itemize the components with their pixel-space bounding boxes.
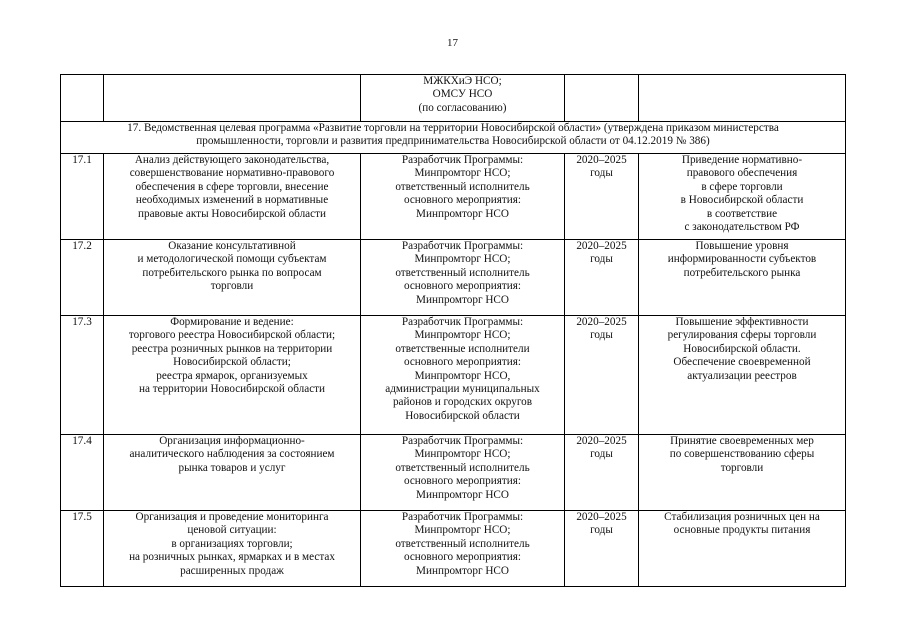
result-line: Повышение уровня bbox=[695, 240, 789, 252]
result-cell bbox=[639, 240, 846, 316]
term-line: 2020–2025 bbox=[576, 511, 627, 523]
action-line: Анализ действующего законодательства, bbox=[134, 154, 330, 166]
table-row bbox=[61, 240, 846, 316]
responsible-line: Разработчик Программы: bbox=[401, 435, 524, 447]
table-row bbox=[61, 316, 846, 435]
term-cell bbox=[565, 154, 639, 240]
responsible-line: Минпромторг НСО; bbox=[414, 524, 511, 537]
action-line: ценовой ситуации: bbox=[187, 524, 277, 537]
responsible-line: Разработчик Программы: bbox=[401, 316, 524, 328]
responsible-line: районов и городских округов bbox=[392, 396, 533, 409]
action-line: Оказание консультативной bbox=[168, 240, 296, 252]
result-cell bbox=[639, 511, 846, 587]
action-line: и методологической помощи субъектам bbox=[137, 253, 327, 266]
term-line: 2020–2025 bbox=[576, 240, 627, 252]
responsible-line: Минпромторг НСО; bbox=[414, 448, 511, 461]
action-line: обеспечения в сфере торговли, внесение bbox=[135, 180, 329, 193]
action-line: рынка товаров и услуг bbox=[178, 461, 286, 474]
num-cell: 17.4 bbox=[61, 435, 104, 511]
action-cell bbox=[104, 75, 361, 122]
action-cell bbox=[104, 511, 361, 587]
term-line: 2020–2025 bbox=[576, 316, 627, 328]
result-line: Приведение нормативно- bbox=[681, 154, 803, 166]
result-cell bbox=[639, 75, 846, 122]
term-line: годы bbox=[590, 253, 613, 266]
num-cell: 17.1 bbox=[61, 154, 104, 240]
section-header-line: промышленности, торговли и развития предпринимательства Новосибирской области от 04.12.2019 № 386) bbox=[196, 135, 710, 148]
responsible-cell bbox=[361, 154, 565, 240]
responsible-line: Минпромторг НСО; bbox=[414, 329, 511, 342]
term-line: годы bbox=[590, 524, 613, 537]
table-row bbox=[61, 511, 846, 587]
action-line: Организация и проведение мониторинга bbox=[135, 511, 329, 523]
responsible-line: Разработчик Программы: bbox=[401, 511, 524, 523]
result-line: по совершенствованию сферы bbox=[669, 448, 815, 461]
action-line: расширенных продаж bbox=[180, 564, 284, 577]
responsible-line: Минпромторг НСО; bbox=[414, 167, 511, 180]
responsible-line: Минпромторг НСО bbox=[416, 293, 509, 306]
term-line: годы bbox=[590, 448, 613, 461]
responsible-line: основного мероприятия: bbox=[403, 551, 522, 564]
result-line: в соответствие bbox=[706, 207, 778, 220]
action-line: необходимых изменений в нормативные bbox=[135, 194, 329, 207]
responsible-cell bbox=[361, 240, 565, 316]
num-cell: 17.5 bbox=[61, 511, 104, 587]
action-line: Новосибирской области; bbox=[173, 356, 291, 369]
page-number: 17 bbox=[447, 37, 458, 49]
result-line: Обеспечение своевременной bbox=[673, 356, 811, 369]
result-line: Повышение эффективности bbox=[675, 316, 809, 328]
responsible-line: ответственный исполнитель bbox=[395, 266, 530, 279]
result-line: в Новосибирской области bbox=[680, 194, 804, 207]
section-header-line: 17. Ведомственная целевая программа «Развитие торговли на территории Новосибирской области» (утверждена приказом министерства bbox=[127, 122, 779, 134]
result-line: регулирования сферы торговли bbox=[667, 329, 817, 342]
action-line: реестра розничных рынков на территории bbox=[131, 342, 333, 355]
term-cell bbox=[565, 240, 639, 316]
responsible-line: ответственный исполнитель bbox=[395, 180, 530, 193]
responsible-line: основного мероприятия: bbox=[403, 280, 522, 293]
responsible-line: МЖКХиЭ НСО; bbox=[423, 75, 502, 87]
term-line: годы bbox=[590, 329, 613, 342]
num-cell: 17.3 bbox=[61, 316, 104, 435]
responsible-line: Минпромторг НСО bbox=[416, 207, 509, 220]
result-line: Стабилизация розничных цен на bbox=[664, 511, 820, 523]
responsible-line: Минпромторг НСО bbox=[416, 564, 509, 577]
result-line: Новосибирской области. bbox=[683, 342, 801, 355]
action-line: совершенствование нормативно-правового bbox=[129, 167, 335, 180]
action-line: на розничных рынках, ярмарках и в местах bbox=[129, 551, 335, 564]
action-cell bbox=[104, 435, 361, 511]
result-cell bbox=[639, 316, 846, 435]
responsible-line: основного мероприятия: bbox=[403, 475, 522, 488]
responsible-line: Новосибирской области bbox=[405, 409, 520, 422]
action-cell bbox=[104, 316, 361, 435]
term-cell bbox=[565, 511, 639, 587]
responsible-line: Разработчик Программы: bbox=[401, 154, 524, 166]
measures-table bbox=[60, 74, 846, 587]
action-line: в организациях торговли; bbox=[171, 537, 293, 550]
result-line: информированности субъектов bbox=[667, 253, 817, 266]
responsible-line: ОМСУ НСО bbox=[432, 88, 493, 101]
responsible-line: ответственный исполнитель bbox=[395, 461, 530, 474]
responsible-line: основного мероприятия: bbox=[403, 194, 522, 207]
result-cell bbox=[639, 435, 846, 511]
section-header bbox=[61, 122, 846, 154]
responsible-cell bbox=[361, 511, 565, 587]
responsible-line: администрации муниципальных bbox=[385, 383, 540, 396]
responsible-cell bbox=[361, 435, 565, 511]
result-line: потребительского рынка bbox=[683, 266, 801, 279]
term-cell bbox=[565, 75, 639, 122]
responsible-line: Минпромторг НСО bbox=[416, 488, 509, 501]
responsible-line: Минпромторг НСО, bbox=[414, 369, 511, 382]
action-cell bbox=[104, 240, 361, 316]
result-line: Принятие своевременных мер bbox=[670, 435, 814, 447]
responsible-cell bbox=[361, 75, 565, 122]
action-line: реестра ярмарок, организуемых bbox=[156, 369, 308, 382]
term-cell bbox=[565, 316, 639, 435]
term-line: 2020–2025 bbox=[576, 154, 627, 166]
table-row bbox=[61, 154, 846, 240]
result-line: основные продукты питания bbox=[673, 524, 811, 537]
responsible-line: ответственные исполнители bbox=[395, 342, 530, 355]
result-line: в сфере торговли bbox=[701, 180, 783, 193]
num-cell bbox=[61, 75, 104, 122]
term-cell bbox=[565, 435, 639, 511]
action-line: Организация информационно- bbox=[159, 435, 305, 447]
action-line: Формирование и ведение: bbox=[170, 316, 294, 328]
action-line: торговли bbox=[210, 280, 254, 293]
result-line: актуализации реестров bbox=[687, 369, 797, 382]
action-line: аналитического наблюдения за состоянием bbox=[129, 448, 335, 461]
continuation-row bbox=[61, 75, 846, 122]
action-line: потребительского рынка по вопросам bbox=[142, 266, 322, 279]
result-line: торговли bbox=[720, 461, 764, 474]
responsible-line: ответственный исполнитель bbox=[395, 537, 530, 550]
num-cell: 17.2 bbox=[61, 240, 104, 316]
action-cell bbox=[104, 154, 361, 240]
action-line: правовые акты Новосибирской области bbox=[138, 207, 326, 220]
result-line: с законодательством РФ bbox=[684, 221, 800, 234]
term-line: 2020–2025 bbox=[576, 435, 627, 447]
section-header-row bbox=[61, 122, 846, 154]
responsible-line: Разработчик Программы: bbox=[401, 240, 524, 252]
action-line: на территории Новосибирской области bbox=[138, 383, 326, 396]
responsible-line: (по согласованию) bbox=[418, 101, 507, 114]
action-line: торгового реестра Новосибирской области; bbox=[128, 329, 336, 342]
responsible-line: Минпромторг НСО; bbox=[414, 253, 511, 266]
table-row bbox=[61, 435, 846, 511]
responsible-cell bbox=[361, 316, 565, 435]
result-line: правового обеспечения bbox=[686, 167, 798, 180]
result-cell bbox=[639, 154, 846, 240]
responsible-line: основного мероприятия: bbox=[403, 356, 522, 369]
term-line: годы bbox=[590, 167, 613, 180]
